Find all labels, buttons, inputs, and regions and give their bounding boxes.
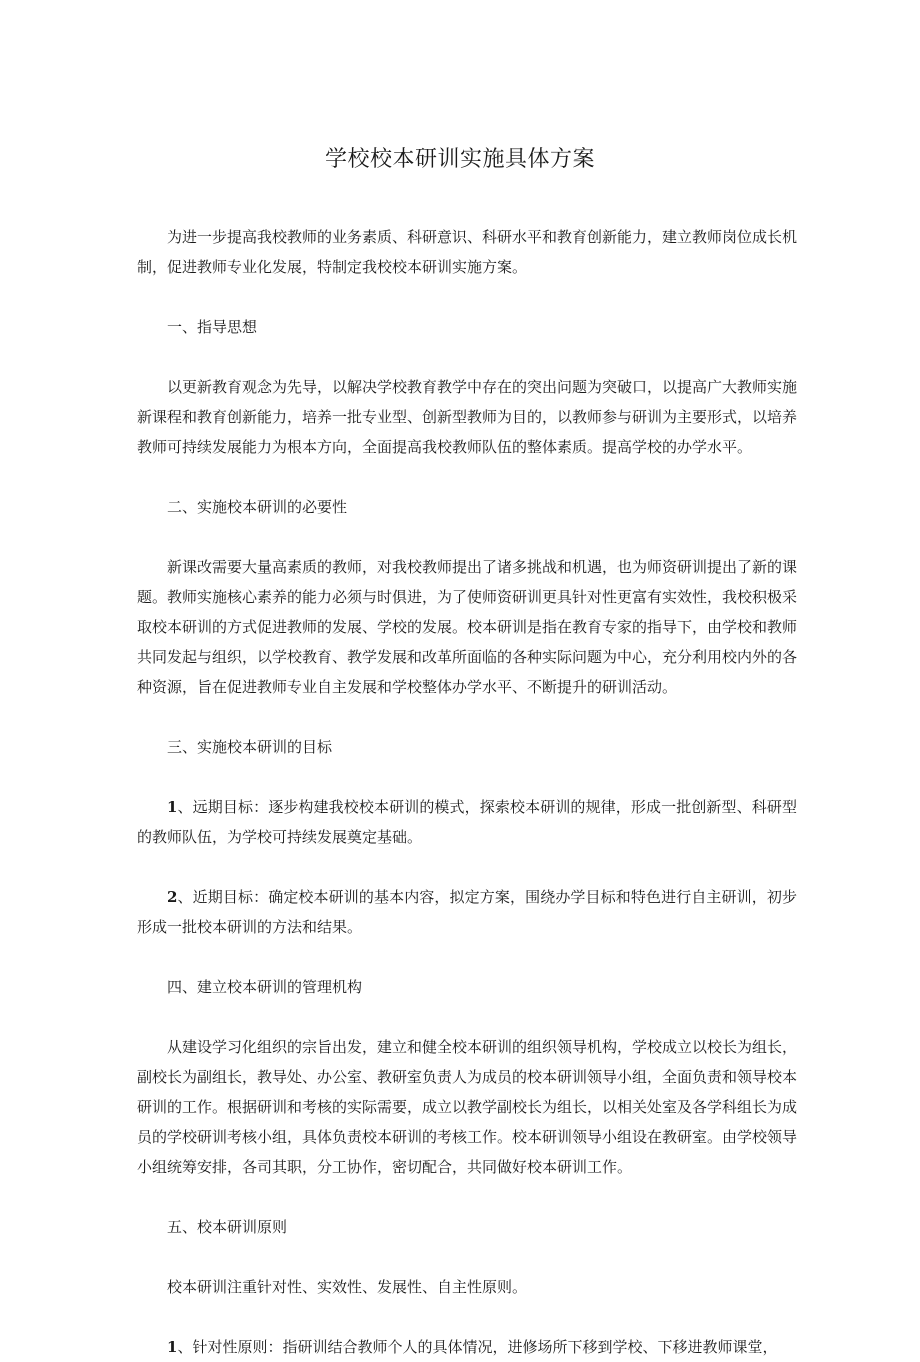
section-1-paragraph: 以更新教育观念为先导，以解决学校教育教学中存在的突出问题为突破口，以提高广大教师实施新课程和教育创新能力，培养一批专业型、创新型教师为目的，以教师参与研训为主要形式，以培养教师可持续发展能力为根本方向，全面提高我校教师队伍的整体素质。提高学校的办学水平。	[137, 378, 798, 456]
document-title: 学校校本研训实施具体方案	[324, 147, 595, 172]
section-4-heading: 四、建立校本研训的管理机构	[167, 978, 363, 996]
short-term-goal-number: 2	[167, 888, 178, 906]
section-4-paragraph: 从建设学习化组织的宗旨出发，建立和健全校本研训的组织领导机构，学校成立以校长为组长，副校长为副组长，教导处、办公室、教研室负责人为成员的校本研训领导小组，全面负责和领导校本研训的工作。根据研训和考核的实际需要，成立以教学副校长为组长，以相关处室及各学科组长为成员的学校研训考核小组，具体负责校本研训的考核工作。校本研训领导小组设在教研室。由学校领导小组统筹安排，各司其职，分工协作，密切配合，共同做好校本研训工作。	[137, 1038, 798, 1176]
document-body	[137, 222, 797, 1362]
section-5-paragraph: 校本研训注重针对性、实效性、发展性、自主性原则。	[167, 1278, 528, 1296]
targeting-principle-number: 1	[167, 1338, 178, 1356]
section-5-heading: 五、校本研训原则	[167, 1218, 288, 1236]
section-2-heading: 二、实施校本研训的必要性	[167, 498, 348, 516]
targeting-principle-paragraph	[137, 1332, 797, 1362]
section-3-heading: 三、实施校本研训的目标	[167, 738, 333, 756]
short-term-goal-paragraph	[137, 882, 797, 942]
long-term-goal-text: 、远期目标：逐步构建我校校本研训的模式，探索校本研训的规律，形成一批创新型、科研型的教师队伍，为学校可持续发展奠定基础。	[137, 798, 797, 846]
intro-paragraph: 为进一步提高我校教师的业务素质、科研意识、科研水平和教育创新能力，建立教师岗位成长机制，促进教师专业化发展，特制定我校校本研训实施方案。	[137, 228, 798, 276]
long-term-goal-paragraph	[137, 792, 797, 852]
short-term-goal-text: 、近期目标：确定校本研训的基本内容，拟定方案，围绕办学目标和特色进行自主研训，初步形成一批校本研训的方法和结果。	[137, 888, 797, 936]
section-1-heading: 一、指导思想	[167, 318, 258, 336]
section-2-paragraph: 新课改需要大量高素质的教师，对我校教师提出了诸多挑战和机遇，也为师资研训提出了新的课题。教师实施核心素养的能力必须与时俱进，为了使师资研训更具针对性更富有实效性，我校积极采取校本研训的方式促进教师的发展、学校的发展。校本研训是指在教育专家的指导下，由学校和教师共同发起与组织，以学校教育、教学发展和改革所面临的各种实际问题为中心，充分利用校内外的各种资源，旨在促进教师专业自主发展和学校整体办学水平、不断提升的研训活动。	[137, 558, 798, 696]
long-term-goal-number: 1	[167, 798, 178, 816]
targeting-principle-text: 、针对性原则：指研训结合教师个人的具体情况，进修场所下移到学校、下移进教师课堂，	[177, 1338, 778, 1356]
